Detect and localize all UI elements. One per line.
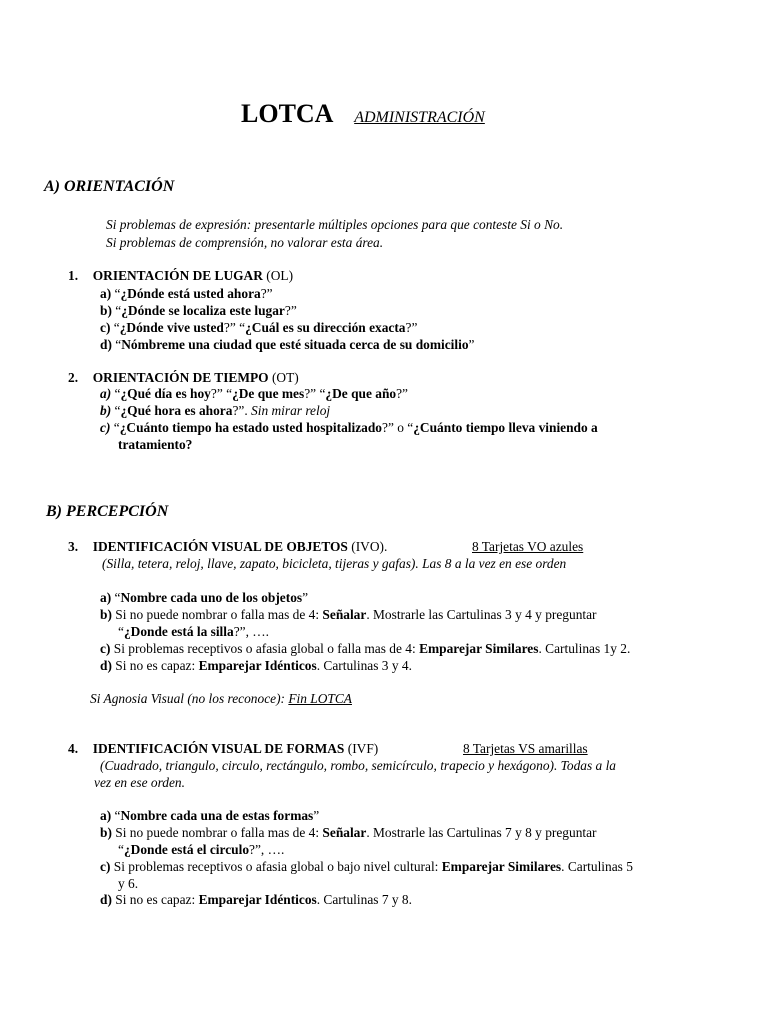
item-3-description: (Silla, tetera, reloj, llave, zapato, bicicleta, tijeras y gafas). Las 8 a la vez en ese orden <box>102 556 567 571</box>
list-item-3a: a) “Nombre cada uno de los objetos” <box>100 590 309 605</box>
list-item-3b-continuation: “¿Donde está la silla?”, …. <box>118 624 270 639</box>
item-number: 3. <box>68 539 79 554</box>
item-1-heading <box>68 268 293 284</box>
list-item-4c-continuation: y 6. <box>118 876 139 891</box>
document-header <box>241 99 485 129</box>
item-title: IDENTIFICACIÓN VISUAL DE OBJETOS <box>92 539 348 554</box>
document-title: LOTCA <box>241 99 334 128</box>
section-a-note-comprehension: Si problemas de comprensión, no valorar esta área. <box>106 235 384 250</box>
list-item-3c: c) Si problemas receptivos o afasia global o falla mas de 4: Emparejar Similares. Cartulinas 1y 2. <box>100 641 631 656</box>
list-item-4b: b) Si no puede nombrar o falla mas de 4: Señalar. Mostrarle las Cartulinas 7 y 8 y preguntar <box>100 825 597 840</box>
item-abbr: (IVO). <box>347 539 388 554</box>
list-item-4a: a) “Nombre cada una de estas formas” <box>100 808 320 823</box>
item-number: 4. <box>68 741 79 756</box>
end-lotca-label: Fin LOTCA <box>288 691 352 706</box>
item-title: ORIENTACIÓN DE LUGAR <box>92 268 263 283</box>
item-3-cards: 8 Tarjetas VO azules <box>472 539 584 554</box>
item-4-description: (Cuadrado, triangulo, circulo, rectángulo, rombo, semicírculo, trapecio y hexágono). Todas a la <box>100 758 616 773</box>
item-title: IDENTIFICACIÓN VISUAL DE FORMAS <box>92 741 345 756</box>
list-item-4c: c) Si problemas receptivos o afasia global o bajo nivel cultural: Emparejar Similares. Cartulinas 5 <box>100 859 633 874</box>
list-item-2c: c) “¿Cuánto tiempo ha estado usted hospitalizado?” o “¿Cuánto tiempo lleva viniendo a <box>100 420 598 435</box>
list-item-1d: d) “Nómbreme una ciudad que esté situada cerca de su domicilio” <box>100 337 475 352</box>
list-item-4d: d) Si no es capaz: Emparejar Idénticos. Cartulinas 7 y 8. <box>100 892 412 907</box>
item-title: ORIENTACIÓN DE TIEMPO <box>92 370 269 385</box>
section-b-heading: B) PERCEPCIÓN <box>46 503 169 520</box>
list-item-4b-continuation: “¿Donde está el circulo?”, …. <box>118 842 285 857</box>
list-item-2a: a) “¿Qué día es hoy?” “¿De que mes?” “¿De que año?” <box>100 386 408 401</box>
item-abbr: (IVF) <box>344 741 379 756</box>
item-2-heading <box>68 370 299 386</box>
list-item-1a: a) “¿Dónde está usted ahora?” <box>100 286 273 301</box>
item-abbr: (OT) <box>268 370 299 385</box>
list-item-2c-continuation: tratamiento? <box>118 437 193 452</box>
list-item-3d: d) Si no es capaz: Emparejar Idénticos. Cartulinas 3 y 4. <box>100 658 412 673</box>
item-number: 2. <box>68 370 79 385</box>
item-abbr: (OL) <box>262 268 294 283</box>
list-item-1c: c) “¿Dónde vive usted?” “¿Cuál es su dirección exacta?” <box>100 320 418 335</box>
section-a-heading: A) ORIENTACIÓN <box>44 178 175 195</box>
list-item-1b: b) “¿Dónde se localiza este lugar?” <box>100 303 297 318</box>
section-a-note-expression: Si problemas de expresión: presentarle múltiples opciones para que conteste Si o No. <box>106 217 564 232</box>
list-item-2b: b) “¿Qué hora es ahora?”. Sin mirar reloj <box>100 403 331 418</box>
visual-agnosia-note: Si Agnosia Visual (no los reconoce): Fin LOTCA <box>90 691 352 706</box>
item-4-heading <box>68 741 378 757</box>
document-subtitle: ADMINISTRACIÓN <box>354 109 485 126</box>
item-3-heading <box>68 539 387 555</box>
item-4-description-continuation: vez en ese orden. <box>94 775 185 790</box>
list-item-3b: b) Si no puede nombrar o falla mas de 4: Señalar. Mostrarle las Cartulinas 3 y 4 y preguntar <box>100 607 597 622</box>
item-4-cards: 8 Tarjetas VS amarillas <box>463 741 588 756</box>
item-number: 1. <box>68 268 79 283</box>
